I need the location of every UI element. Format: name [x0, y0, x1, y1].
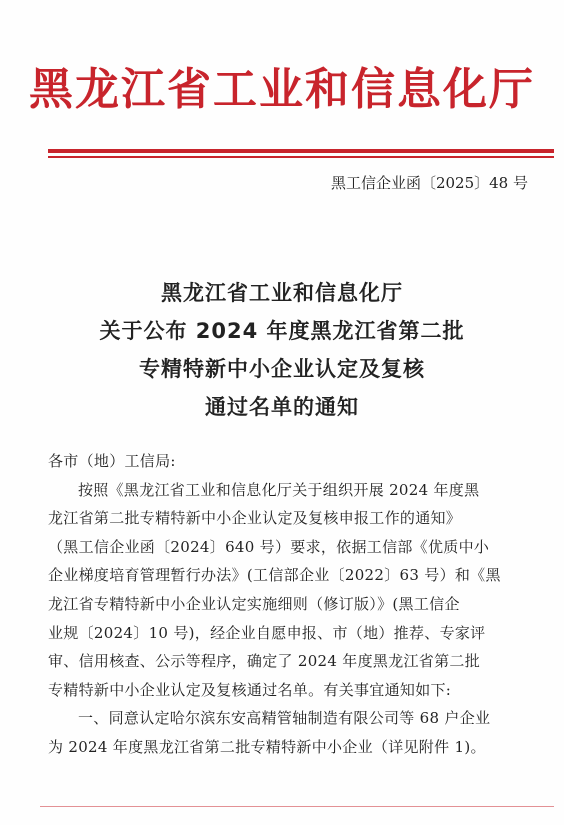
paragraph-2-line: 一、同意认定哈尔滨东安高精管轴制造有限公司等 68 户企业 [78, 709, 491, 728]
paragraph-1-line: 审、信用核查、公示等程序，确定了 2024 年度黑龙江省第二批 [48, 652, 481, 671]
title-line-1: 黑龙江省工业和信息化厅 [161, 281, 403, 305]
paragraph-2-line: 为 2024 年度黑龙江省第二批专精特新中小企业（详见附件 1)。 [48, 737, 486, 756]
salutation: 各市（地）工信局: [48, 452, 176, 470]
paragraph-1-line: 按照《黑龙江省工业和信息化厅关于组织开展 2024 年度黑 [78, 480, 480, 499]
document-number: 黑工信企业函〔2025〕48 号 [330, 174, 528, 192]
paragraph-1-line: 业规〔2024〕10 号)，经企业自愿申报、市（地）推荐、专家评 [48, 623, 486, 642]
paragraph-1 [48, 476, 548, 705]
paragraph-1-line: 企业梯度培育管理暂行办法》(工信部企业〔2022〕63 号）和《黑 [48, 566, 501, 585]
page-edge-line [40, 806, 554, 807]
title-line-4: 通过名单的通知 [205, 395, 359, 419]
document-title [0, 274, 564, 426]
document-body [48, 447, 548, 762]
masthead-rule-thick [48, 149, 554, 153]
paragraph-1-line: 龙江省第二批专精特新中小企业认定及复核申报工作的通知》 [48, 509, 462, 528]
agency-masthead: 黑龙江省工业和信息化厅 [29, 64, 535, 115]
paragraph-1-line: 龙江省专精特新中小企业认定实施细则（修订版）》(黑工信企 [48, 594, 460, 613]
title-line-2: 关于公布 2024 年度黑龙江省第二批 [99, 319, 465, 343]
paragraph-2 [48, 704, 548, 761]
paragraph-1-line: 专精特新中小企业认定及复核通过名单。有关事宜通知如下: [48, 680, 452, 699]
paragraph-1-line: （黑工信企业函〔2024〕640 号）要求，依据工信部《优质中小 [48, 537, 490, 556]
title-line-3: 专精特新中小企业认定及复核 [139, 357, 425, 381]
masthead-rule-thin [48, 156, 554, 158]
